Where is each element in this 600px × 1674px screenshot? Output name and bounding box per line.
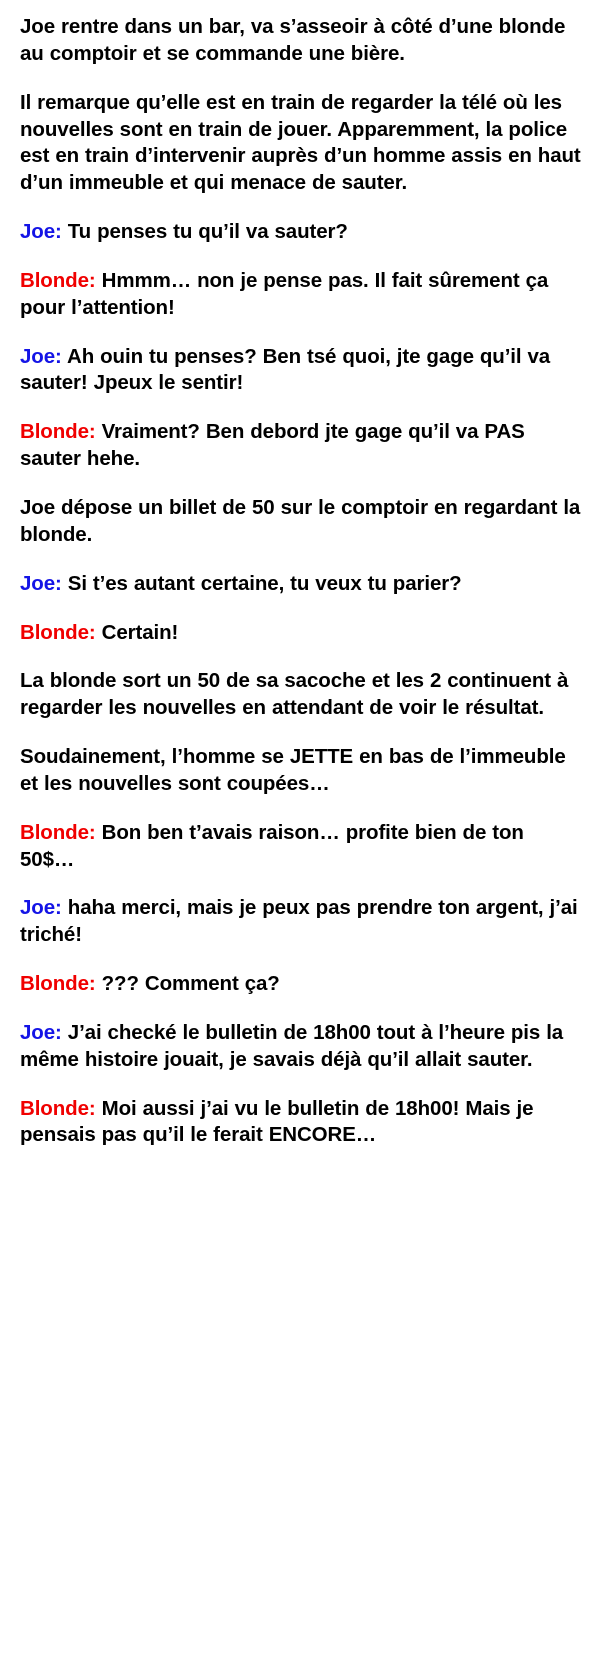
line-text: Moi aussi j’ai vu le bulletin de 18h00! Mais je pensais pas qu’il le ferait ENCORE… [20,1096,534,1147]
speaker-label-blonde: Blonde: [20,820,96,844]
dialogue-line [20,971,584,998]
speaker-label-blonde: Blonde: [20,420,96,444]
speaker-label-blonde: Blonde: [20,268,96,292]
line-text: Hmmm… non je pense pas. Il fait sûrement ça pour l’attention! [20,268,549,319]
speaker-label-blonde: Blonde: [20,1096,96,1120]
dialogue-line [20,620,584,647]
line-text: Si t’es autant certaine, tu veux tu parier? [67,571,462,595]
narration-paragraph [20,744,584,798]
dialogue-line [20,268,584,322]
dialogue-line [20,219,584,246]
line-text: Joe dépose un billet de 50 sur le comptoir en regardant la blonde. [20,495,581,546]
speaker-label-joe: Joe: [20,896,62,920]
line-text: J’ai checké le bulletin de 18h00 tout à l’heure pis la même histoire jouait, je savais déjà qu’il allait sauter. [20,1020,564,1071]
speaker-label-joe: Joe: [20,1020,62,1044]
dialogue-line [20,820,584,874]
line-text: Il remarque qu’elle est en train de regarder la télé où les nouvelles sont en train de jouer. Apparemment, la police est en train d’intervenir auprès d’un homme assis en haut d’un immeuble et qui menace de sauter. [20,90,581,195]
line-text: Certain! [101,620,179,644]
dialogue-line [20,1096,584,1150]
narration-paragraph [20,668,584,722]
line-text: La blonde sort un 50 de sa sacoche et les 2 continuent à regarder les nouvelles en attendant de voir le résultat. [20,669,569,720]
dialogue-line [20,571,584,598]
line-text: Soudainement, l’homme se JETTE en bas de l’immeuble et les nouvelles sont coupées… [20,745,566,795]
speaker-label-joe: Joe: [20,571,62,595]
speaker-label-joe: Joe: [20,344,62,368]
narration-paragraph [20,495,584,549]
line-text: Ah ouin tu penses? Ben tsé quoi, jte gage qu’il va sauter! Jpeux le sentir! [20,344,551,395]
line-text: Bon ben t’avais raison… profite bien de ton 50$… [20,820,524,871]
speaker-label-blonde: Blonde: [20,972,96,996]
line-text: haha merci, mais je peux pas prendre ton argent, j’ai triché! [20,896,578,947]
line-text: Vraiment? Ben debord jte gage qu’il va PAS sauter hehe. [20,420,525,471]
speaker-label-joe: Joe: [20,220,62,244]
narration-paragraph [20,14,584,68]
dialogue-line [20,895,584,949]
line-text: Tu penses tu qu’il va sauter? [67,220,348,244]
dialogue-line [20,344,584,398]
line-text: ??? Comment ça? [101,972,280,996]
line-text: Joe rentre dans un bar, va s’asseoir à côté d’une blonde au comptoir et se commande une bière. [20,15,566,65]
dialogue-line [20,1020,584,1074]
speaker-label-blonde: Blonde: [20,620,96,644]
dialogue-line [20,419,584,473]
narration-paragraph [20,90,584,197]
